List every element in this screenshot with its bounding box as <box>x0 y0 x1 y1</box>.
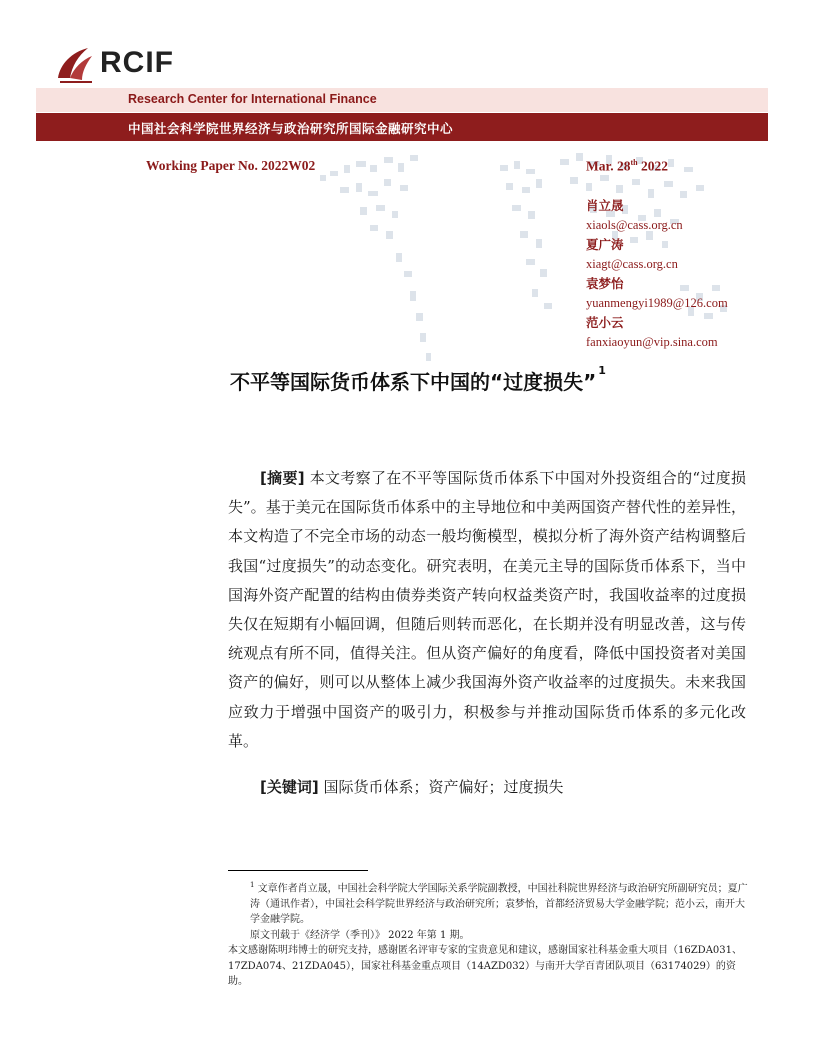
keywords-text: 国际货币体系；资产偏好；过度损失 <box>323 778 564 796</box>
author-name: 肖立晟 <box>586 198 624 213</box>
logo-text: RCIF <box>100 46 174 79</box>
abstract-label: [摘要] <box>260 469 305 487</box>
footnote-acknowledgement: 本文感谢陈明玮博士的研究支持，感谢匿名评审专家的宝贵意见和建议，感谢国家社科基金重大项目（16ZDA031、17ZDA074、21ZDA045），国家社科基金重点项目（14AZD032）与南开大学百青团队项目（63174029）的资助。 <box>228 945 742 988</box>
working-paper-number: Working Paper No. 2022W02 <box>146 158 316 173</box>
date-ordinal: th <box>630 158 638 167</box>
rcif-logo <box>52 42 174 84</box>
abstract <box>228 464 746 756</box>
author-name: 袁梦怡 <box>586 276 624 291</box>
author-name: 范小云 <box>586 315 624 330</box>
footnote-divider <box>228 870 368 871</box>
publication-date <box>586 158 668 175</box>
footnote <box>228 878 748 990</box>
date-main: Mar. 28 <box>586 158 631 174</box>
paper-title <box>230 366 790 395</box>
org-name-chinese: 中国社会科学院世界经济与政治研究所国际金融研究中心 <box>128 121 454 136</box>
author-name: 夏广涛 <box>586 237 624 252</box>
author-email: fanxiaoyun@vip.sina.com <box>586 335 718 349</box>
keywords-label: [关键词] <box>260 778 319 796</box>
title-footnote-mark: 1 <box>598 364 606 377</box>
org-name-english: Research Center for International Finance <box>128 92 377 106</box>
author-list <box>586 196 786 352</box>
paper-title-text: 不平等国际货币体系下中国的“过度损失” <box>230 370 597 394</box>
footnote-mark: 1 <box>250 881 255 889</box>
author-email: xiaols@cass.org.cn <box>586 218 683 232</box>
keywords <box>260 776 564 797</box>
author-email: xiagt@cass.org.cn <box>586 257 678 271</box>
abstract-text: 本文考察了在不平等国际货币体系下中国对外投资组合的“过度损失”。基于美元在国际货币体系中的主导地位和中美两国资产替代性的差异性，本文构造了不完全市场的动态一般均衡模型，模拟分析了海外资产结构调整后我国“过度损失”的动态变化。研究表明，在美元主导的国际货币体系下，当中国海外资产配置的结构由债券类资产转向权益类资产时，我国收益率的过度损失仅在短期有小幅回调，但随后则转而恶化，在长期并没有明显改善，这与传统观点有所不同，值得关注。但从资产偏好的角度看，降低中国投资者对美国资产的偏好，则可以从整体上减少我国海外资产收益率的过度损失。未来我国应致力于增强中国资产的吸引力，积极参与并推动国际货币体系的多元化改革。 <box>228 469 746 750</box>
header-band-english <box>36 88 768 112</box>
date-year: 2022 <box>637 158 668 174</box>
author-email: yuanmengyi1989@126.com <box>586 296 728 310</box>
rcif-logo-icon <box>52 42 96 84</box>
footnote-source: 原文刊载于《经济学（季刊）》 2022 年第 1 期。 <box>250 929 470 941</box>
footnote-authors: 文章作者肖立晟，中国社会科学院大学国际关系学院副教授，中国社科院世界经济与政治研究所副研究员；夏广涛（通讯作者），中国社会科学院世界经济与政治研究所；袁梦怡，首都经济贸易大学金融学院；范小云，南开大学金融学院。 <box>250 883 748 926</box>
